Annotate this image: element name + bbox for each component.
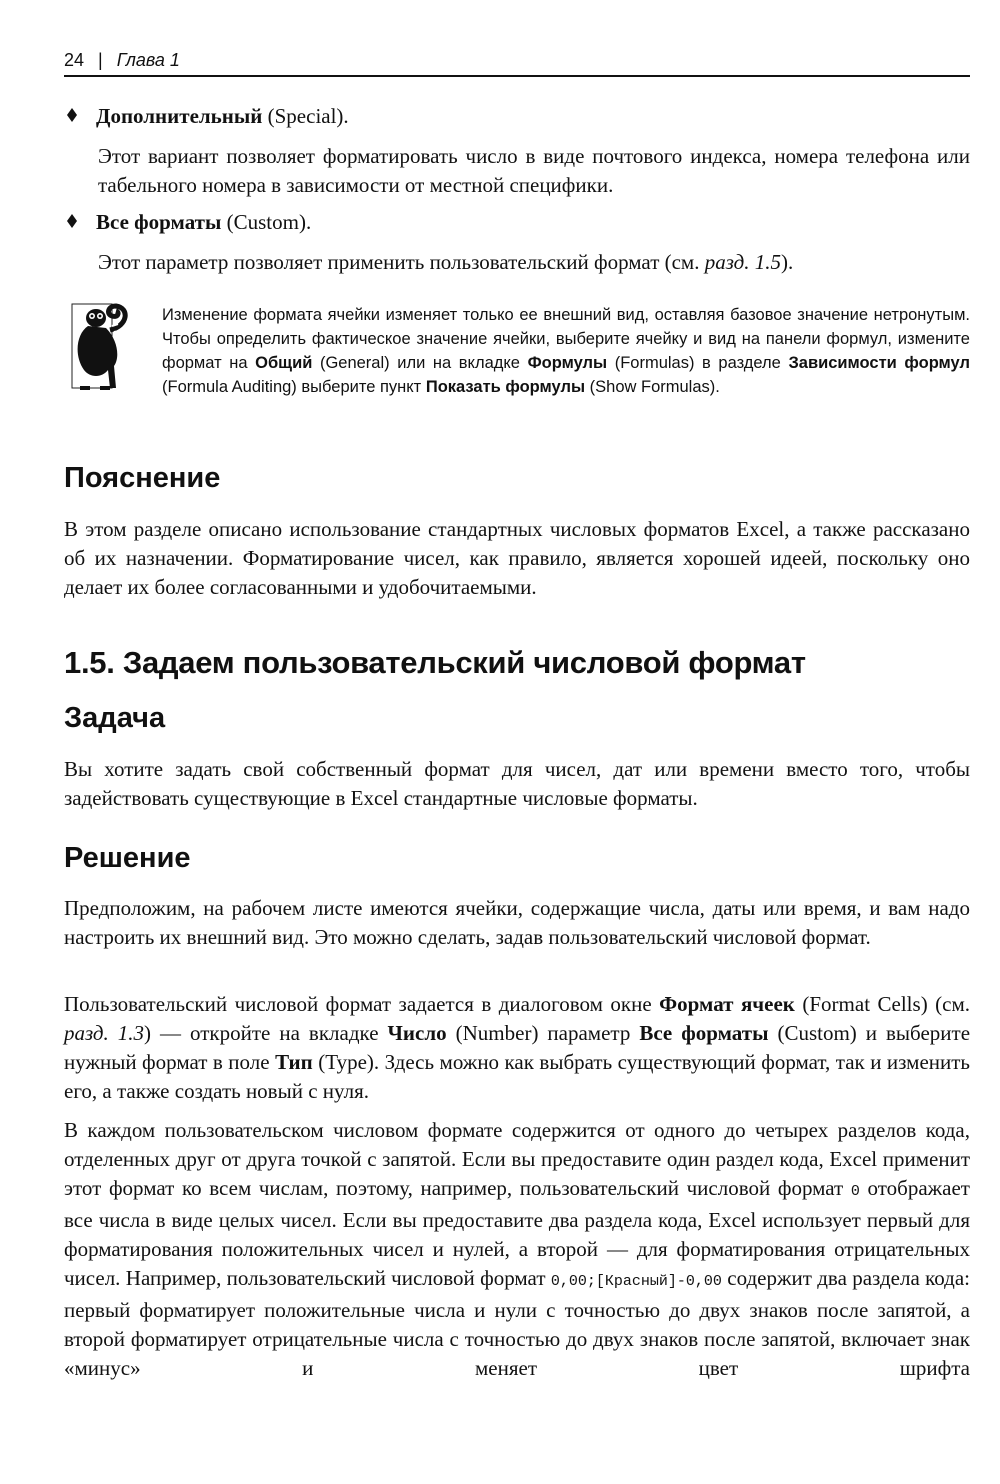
bullet-rest: (Custom).: [221, 210, 312, 234]
code-format-two-sections: 0,00;[Красный]-0,00: [550, 1273, 722, 1290]
explanation-heading: Пояснение: [64, 462, 221, 494]
running-header: [64, 50, 970, 74]
lemur-icon: [70, 300, 134, 400]
explanation-text: В этом разделе описано использование стандартных числовых форматов Excel, а также рассказано об их назначении. Форматирование чисел, как правило, является хорошей идеей, поскольку оно делает их более согласованными и удобочитаемыми.: [64, 517, 970, 599]
header-rule: [64, 75, 970, 77]
bullet-item-custom: [66, 208, 311, 237]
code-format-zero: 0: [850, 1183, 860, 1200]
bullet-desc: Этот параметр позволяет применить пользовательский формат (см. разд. 1.5).: [98, 250, 794, 274]
diamond-bullet-icon: [66, 208, 80, 237]
solution-paragraph-1: Предположим, на рабочем листе имеются ячейки, содержащие числа, даты или время, и вам надо настроить их внешний вид. Это можно сделать, задав пользовательский числовой формат.: [64, 896, 970, 949]
section-reference: разд. 1.5: [704, 250, 782, 274]
bullet-term: Дополнительный: [96, 104, 263, 128]
solution-paragraph-2: Пользовательский числовой формат задается в диалоговом окне Формат ячеек (Format Cells) (см. разд. 1.3) — откройте на вкладке Число (Number) параметр Все форматы (Custom) и выберите нужный формат в поле Тип (Type). Здесь можно как выбрать существующий формат, так и изменить его, а также создать новый с нуля.: [64, 992, 971, 1103]
page-number: 24: [64, 50, 85, 70]
bullet-rest: (Special).: [262, 104, 349, 128]
bullet-item-special: [66, 102, 349, 131]
note-text: Изменение формата ячейки изменяет только ее внешний вид, оставляя базовое значение нетронутым. Чтобы определить фактическое значение ячейки, выберите ячейку и вид на панели формул, измените формат на Общий (General) или на вкладке Формулы (Formulas) в разделе Зависимости формул (Formula Auditing) выберите пункт Показать формулы (Show Formulas).: [162, 306, 970, 396]
task-text: Вы хотите задать свой собственный формат для чисел, дат или времени вместо того, чтобы задействовать существующие в Excel стандартные числовые форматы.: [64, 757, 970, 810]
diamond-bullet-icon: [66, 102, 80, 131]
solution-paragraph-3: В каждом пользовательском числовом формате содержится от одного до четырех разделов кода, отделенных друг от друга точкой с запятой. Если вы предоставите один раздел кода, Excel применит этот формат ко всем числам, поэтому, например, пользовательский числовой формат 0 отображает все числа в виде целых чисел. Если вы предоставите два раздела кода, Excel использует первый для форматирования положительных чисел и нулей, а второй — для форматирования отрицательных чисел. Например, пользовательский числовой формат 0,00;[Красный]-0,00 содержит два раздела кода: первый форматирует положительные числа и нули с точностью до двух знаков после запятой, а второй форматирует отрицательные числа с точностью до двух знаков после запятой, включает знак «минус» и меняет цвет шрифта: [64, 1118, 970, 1380]
section-title: 1.5. Задаем пользовательский числовой формат: [64, 645, 806, 680]
bullet-desc: Этот вариант позволяет форматировать число в виде почтового индекса, номера телефона или табельного номера в зависимости от местной специфики.: [98, 144, 970, 197]
bullet-term: Все форматы: [96, 210, 222, 234]
solution-heading: Решение: [64, 842, 191, 874]
chapter-title: Глава 1: [116, 50, 180, 70]
task-heading: Задача: [64, 702, 166, 734]
section-reference: разд. 1.3: [64, 1021, 145, 1045]
header-separator: |: [98, 50, 103, 70]
